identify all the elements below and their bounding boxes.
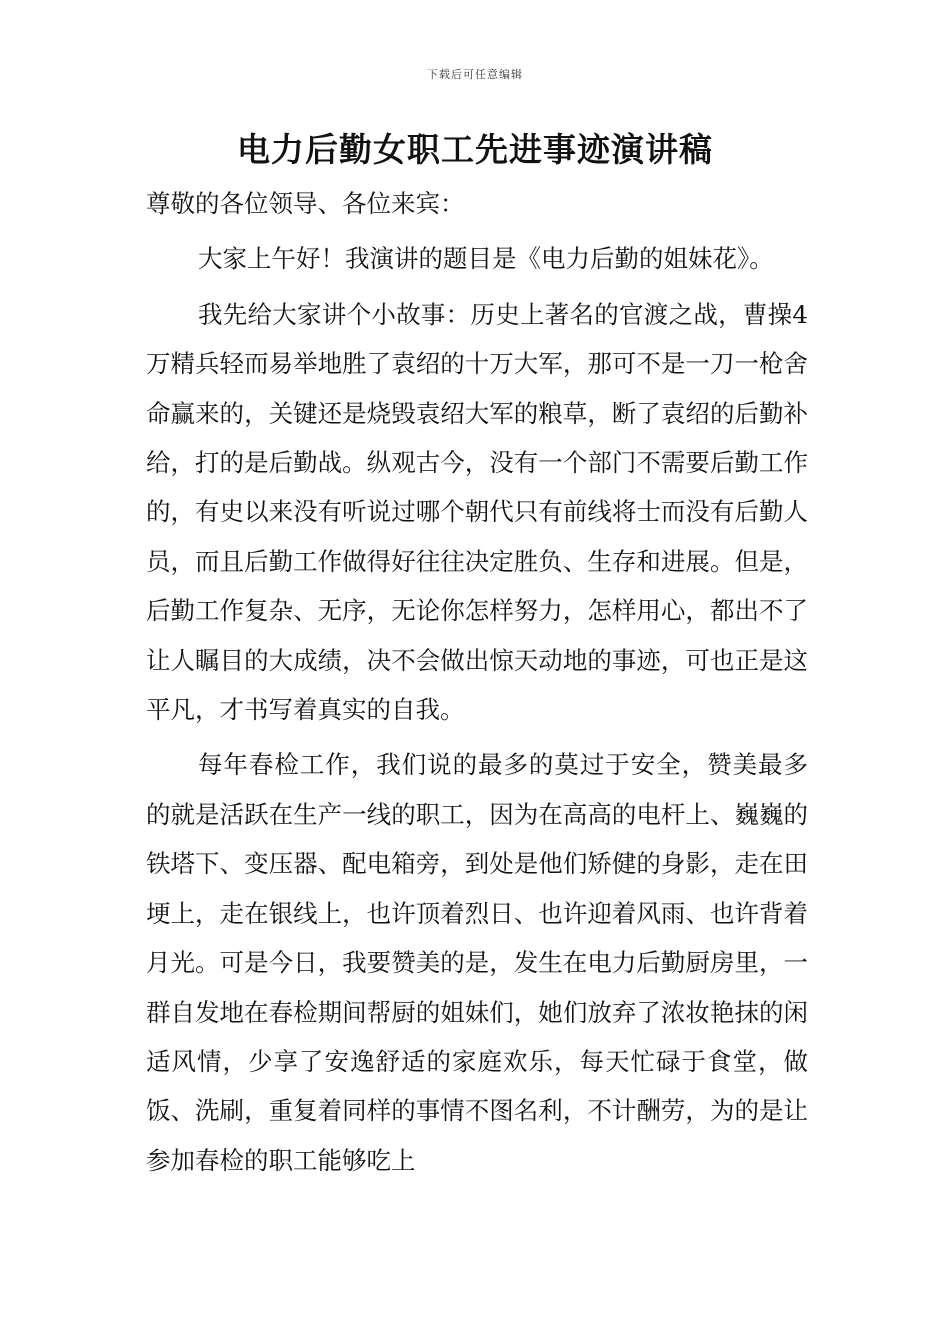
paragraph-greeting: 大家上午好！我演讲的题目是《电力后勤的姐妹花》。 xyxy=(198,244,774,274)
paragraph-story: 我先给大家讲个小故事：历史上著名的官渡之战，曹操4万精兵轻而易举地胜了袁绍的十万大军，那可不是一刀一枪舍命赢来的，关键还是烧毁袁绍大军的粮草，断了袁绍的后勤补给，打的是后勤战。纵观古今，没有一个部门不需要后勤工作的，有史以来没有听说过哪个朝代只有前线将士而没有后勤人员，而且后勤工作做得好往往决定胜负、生存和进展。但是，后勤工作复杂、无序，无论你怎样努力，怎样用心，都出不了让人瞩目的大成绩，决不会做出惊天动地的事迹，可也正是这平凡，才书写着真实的自我。 xyxy=(146,299,808,725)
header-note: 下载后可任意编辑 xyxy=(427,68,523,81)
paragraph-spring-inspection: 每年春检工作，我们说的最多的莫过于安全，赞美最多的就是活跃在生产一线的职工，因为在高高的电杆上、巍巍的铁塔下、变压器、配电箱旁，到处是他们矫健的身影，走在田埂上，走在银线上，也许顶着烈日、也许迎着风雨、也许背着月光。可是今日，我要赞美的是，发生在电力后勤厨房里，一群自发地在春检期间帮厨的姐妹们，她们放弃了浓妆艳抹的闲适风情，少享了安逸舒适的家庭欢乐，每天忙碌于食堂，做饭、洗刷，重复着同样的事情不图名利，不计酬劳，为的是让参加春检的职工能够吃上 xyxy=(146,750,808,1175)
document-body xyxy=(146,179,808,1185)
document-title: 电力后勤女职工先进事迹演讲稿 xyxy=(237,130,713,169)
salutation: 尊敬的各位领导、各位来宾： xyxy=(146,189,465,218)
